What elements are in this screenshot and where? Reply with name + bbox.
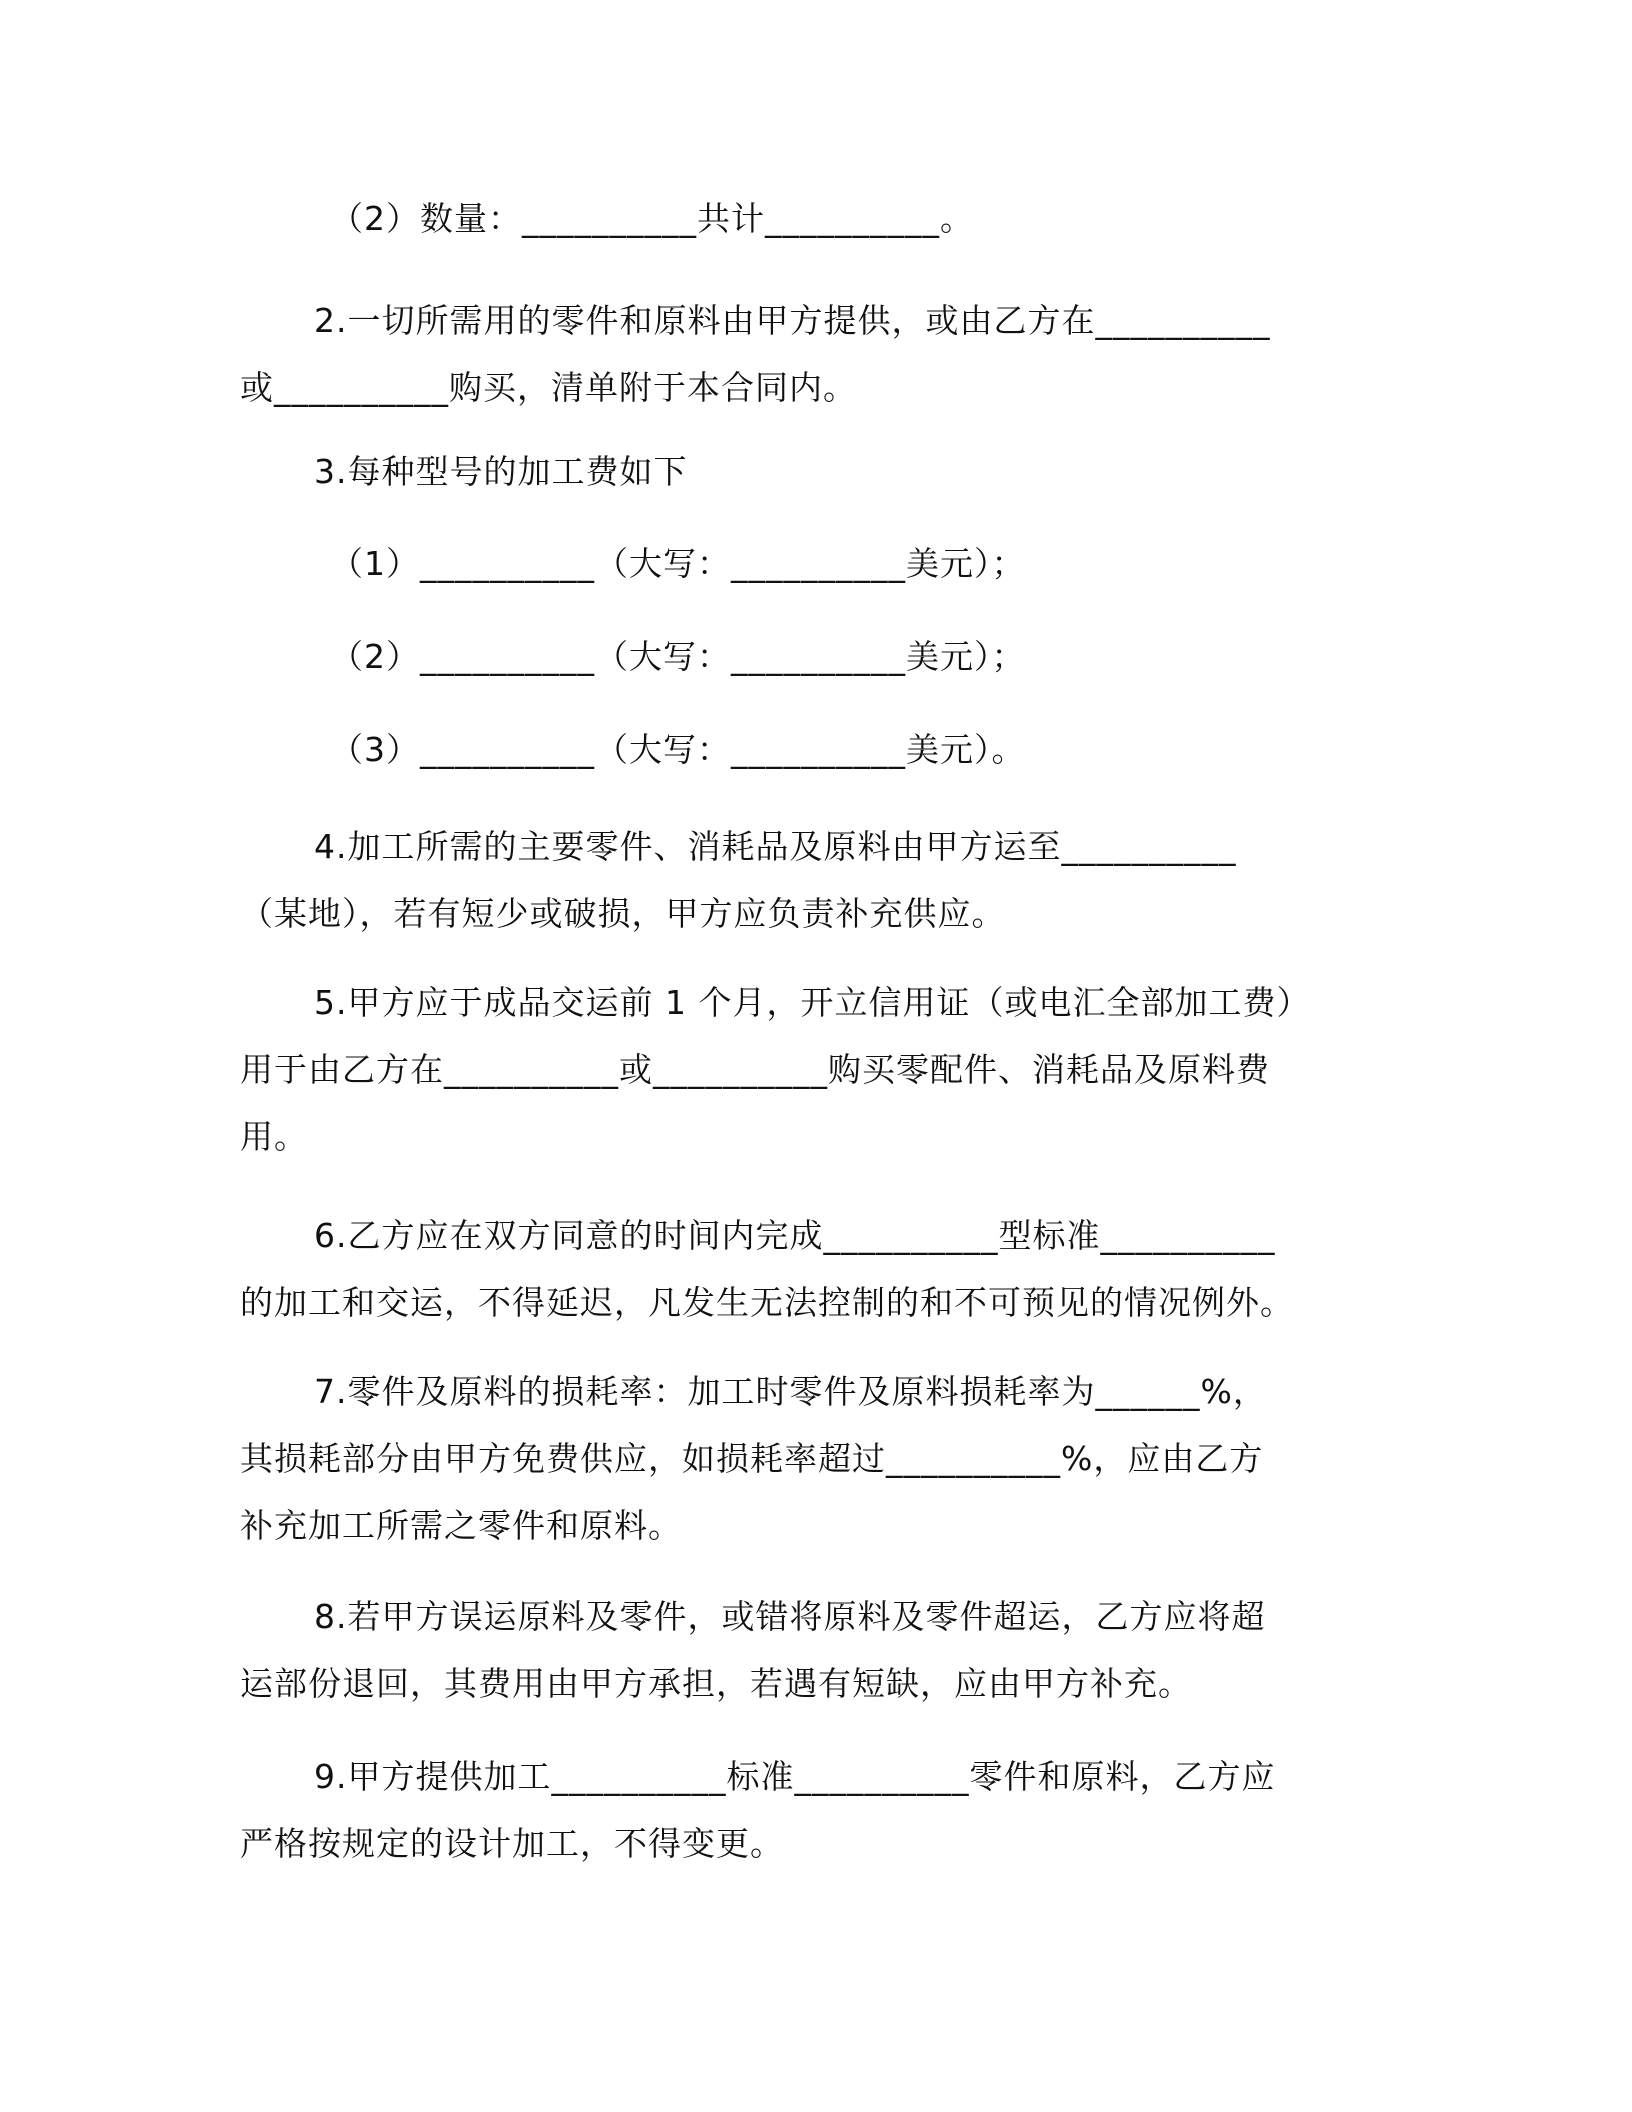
clause-3 (240, 438, 1380, 505)
clause-6 (240, 1202, 1380, 1336)
text-line: 5.甲方应于成品交运前 1 个月，开立信用证（或电汇全部加工费） (314, 983, 1311, 1022)
text-line: （1）__________（大写：__________美元）； (330, 544, 1026, 583)
text-line: 4.加工所需的主要零件、消耗品及原料由甲方运至__________ (314, 827, 1237, 866)
text-line: 7.零件及原料的损耗率：加工时零件及原料损耗率为______%， (314, 1372, 1267, 1411)
fee-item-1 (240, 530, 1380, 597)
text-line: 9.甲方提供加工__________标准__________零件和原料，乙方应 (314, 1757, 1276, 1796)
text-line: 或__________购买，清单附于本合同内。 (240, 368, 857, 407)
text-line: 2.一切所需用的零件和原料由甲方提供，或由乙方在__________ (314, 301, 1271, 340)
text-line: 用于由乙方在__________或__________购买零配件、消耗品及原料费 (240, 1050, 1270, 1089)
text-line: 6.乙方应在双方同意的时间内完成__________型标准__________ (314, 1216, 1276, 1255)
text-line: 8.若甲方误运原料及零件，或错将原料及零件超运，乙方应将超 (314, 1597, 1266, 1636)
clause-4 (240, 813, 1380, 947)
text-line: （某地），若有短少或破损，甲方应负责补充供应。 (240, 894, 1006, 933)
text-line: （3）__________（大写：__________美元）。 (330, 730, 1026, 769)
clause-2 (240, 287, 1380, 421)
text-line: 运部份退回，其费用由甲方承担，若遇有短缺，应由甲方补充。 (240, 1664, 1192, 1703)
quantity-item (240, 185, 1380, 252)
text-line: （2）数量：__________共计__________。 (330, 199, 974, 238)
clause-5 (240, 969, 1380, 1170)
clause-8 (240, 1583, 1380, 1717)
text-line: 用。 (240, 1117, 308, 1156)
fee-item-3 (240, 716, 1380, 783)
fee-item-2 (240, 623, 1380, 690)
text-line: 严格按规定的设计加工，不得变更。 (240, 1824, 784, 1863)
text-line: 3.每种型号的加工费如下 (314, 452, 688, 491)
clause-7 (240, 1358, 1380, 1559)
text-line: （2）__________（大写：__________美元）； (330, 637, 1026, 676)
text-line: 的加工和交运，不得延迟，凡发生无法控制的和不可预见的情况例外。 (240, 1283, 1294, 1322)
text-line: 其损耗部分由甲方免费供应，如损耗率超过__________%，应由乙方 (240, 1439, 1264, 1478)
text-line: 补充加工所需之零件和原料。 (240, 1506, 682, 1545)
clause-9 (240, 1743, 1380, 1877)
